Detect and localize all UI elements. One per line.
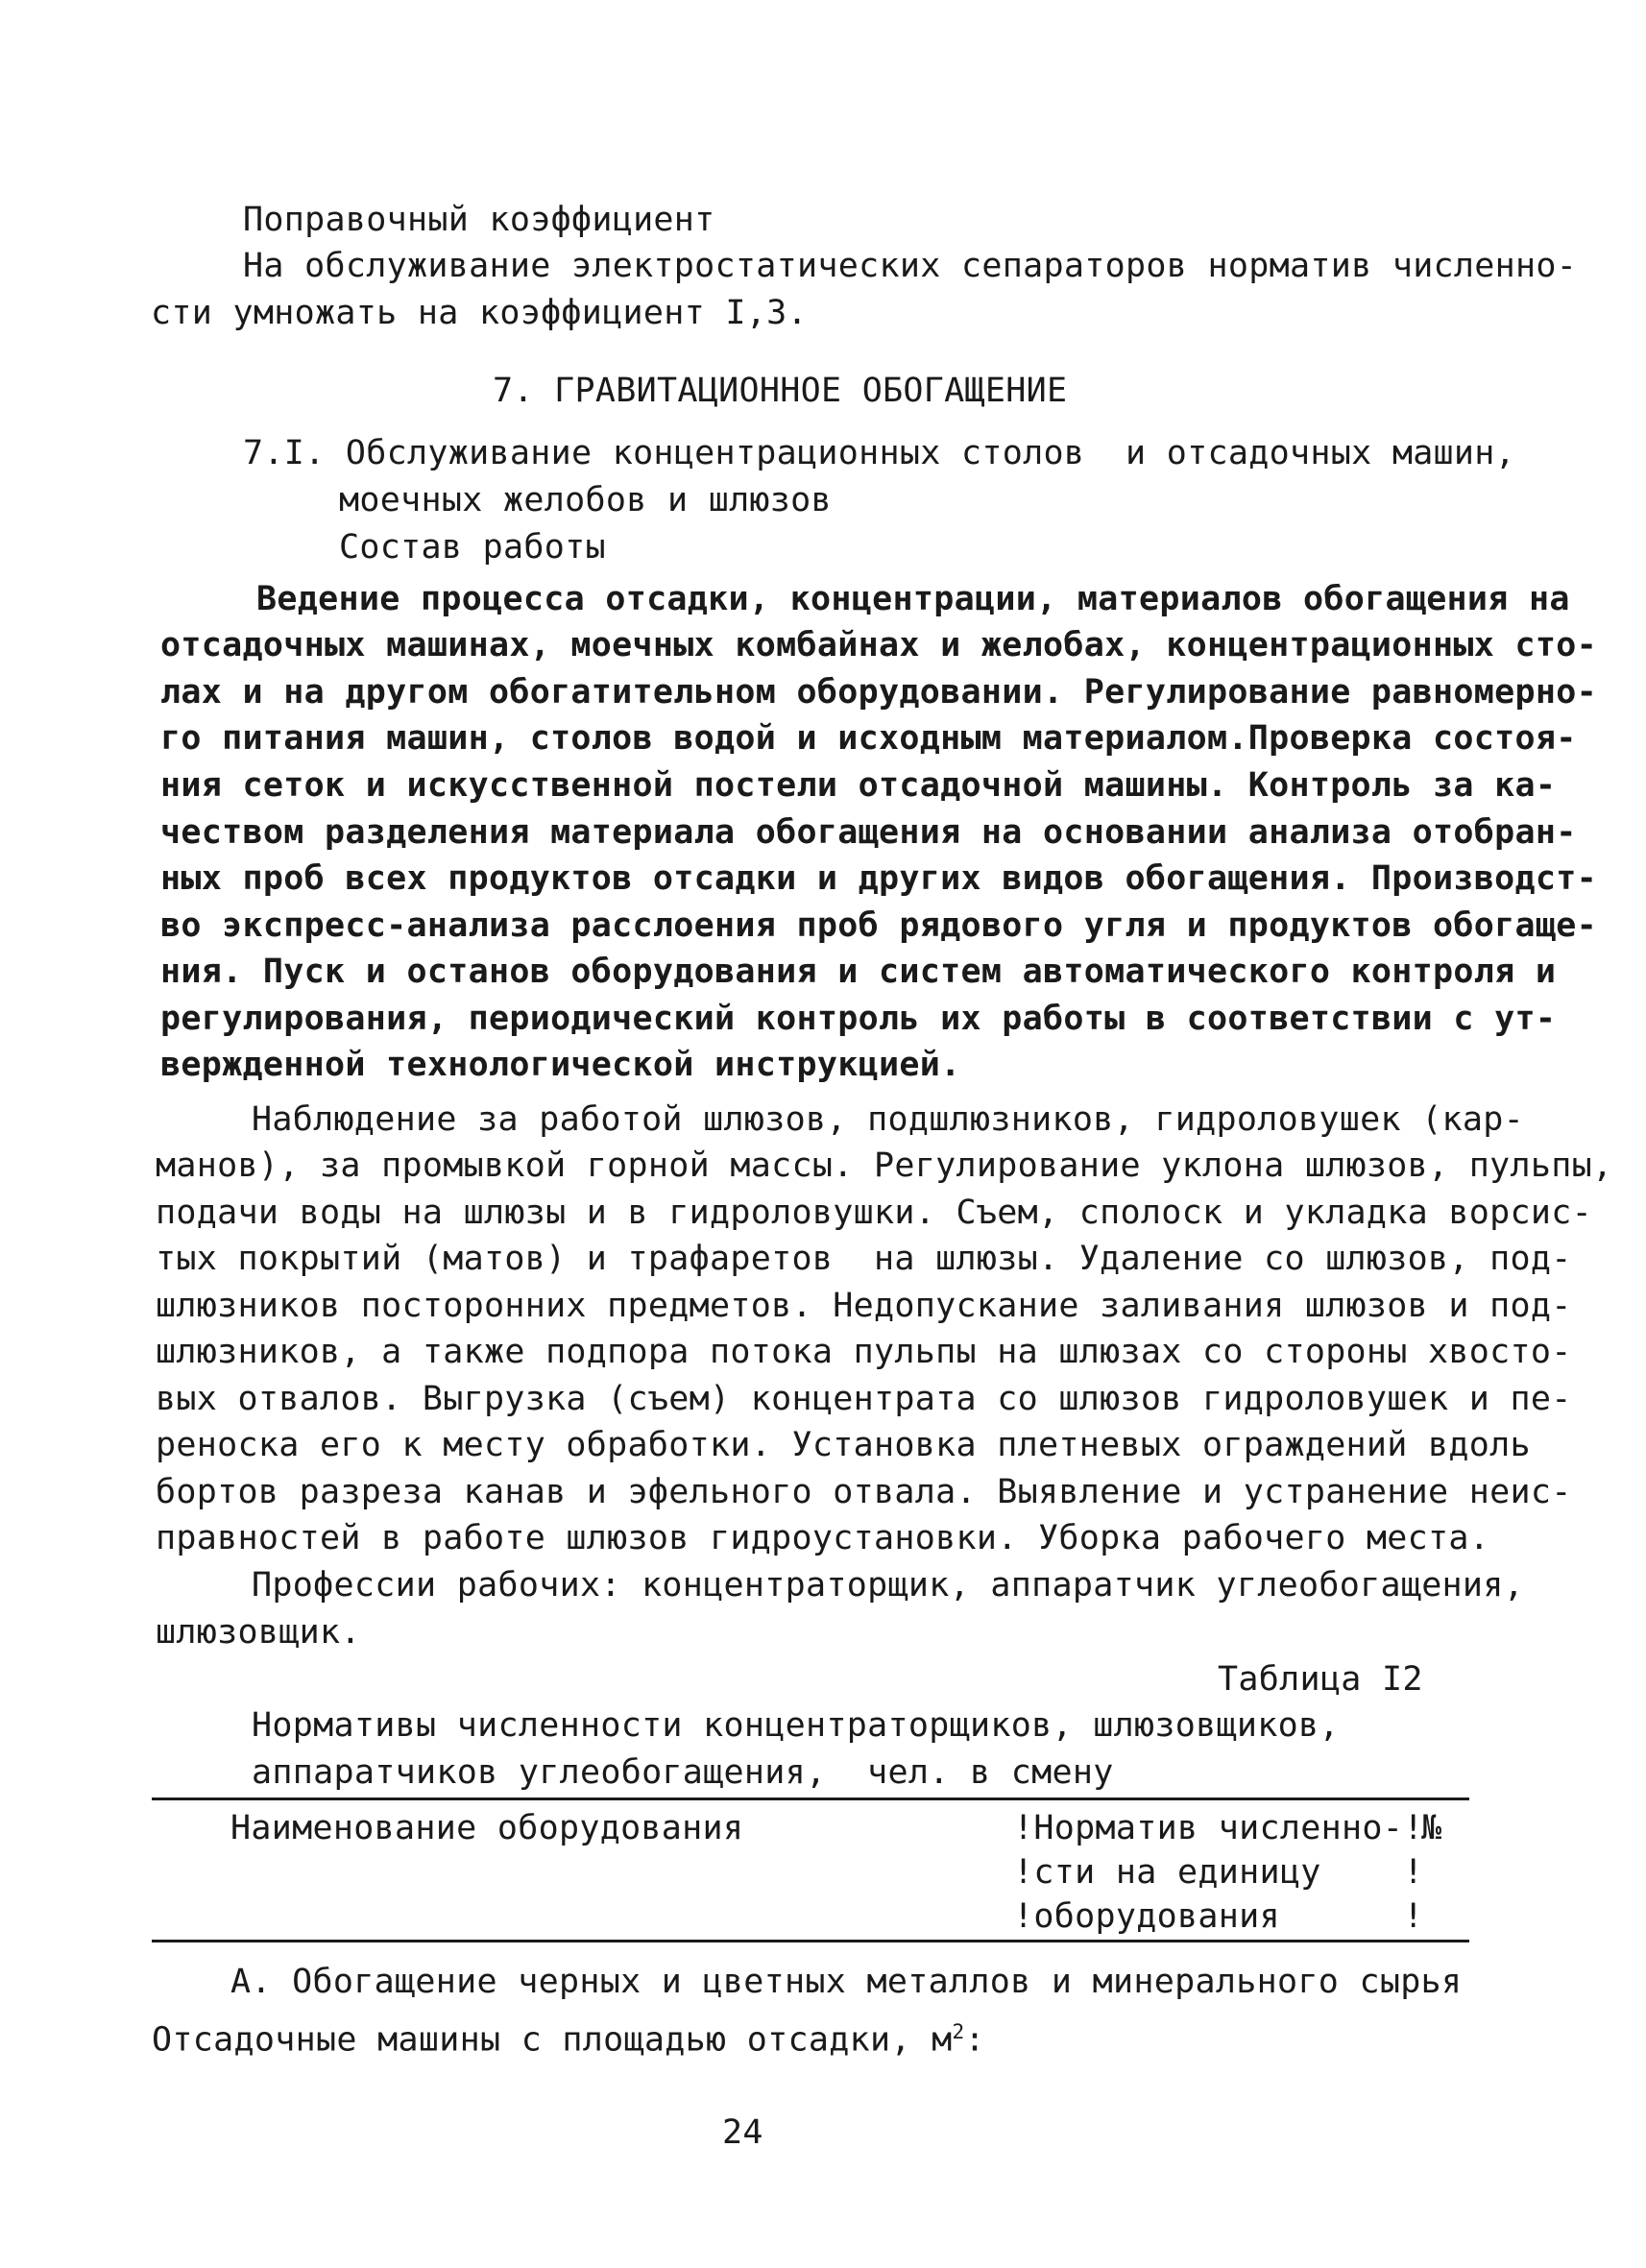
paragraph-2-line: Наблюдение за работой шлюзов, подшлюзников, гидроловушек (кар- (252, 1100, 1525, 1139)
paragraph-1-line: регулирования, периодический контроль их работы в соответствии с ут- (160, 1000, 1557, 1038)
paragraph-2-line: подачи воды на шлюзы и в гидроловушки. Съем, сполоск и укладка ворсис- (156, 1194, 1593, 1232)
professions-line: шлюзовщик. (156, 1613, 361, 1652)
paragraph-2-line: манов), за промывкой горной массы. Регулирование уклона шлюзов, пульпы, (156, 1146, 1613, 1185)
table-header-norm-line: !Норматив численно-! (1013, 1809, 1424, 1847)
correction-heading: Поправочный коэффициент (243, 201, 715, 239)
paragraph-2-line: правностей в работе шлюзов гидроустановки. Уборка рабочего места. (156, 1519, 1490, 1557)
paragraph-1-line: лах и на другом обогатительном оборудовании. Регулирование равномерно- (160, 673, 1598, 712)
work-composition-heading: Состав работы (339, 528, 606, 567)
subsection-heading-line: 7.I. Обслуживание концентрационных столов и отсадочных машин, (243, 434, 1516, 472)
paragraph-2-line: шлюзников, а также подпора потока пульпы на шлюзах со стороны хвосто- (156, 1333, 1572, 1371)
table-header-norm-line: !оборудования ! (1013, 1897, 1424, 1936)
table-row-jigging-machines (152, 2009, 985, 2063)
row-text: Отсадочные машины с площадью отсадки, м (152, 2020, 953, 2060)
section-title: 7. ГРАВИТАЦИОННОЕ ОБОГАЩЕНИЕ (493, 372, 1068, 410)
page-number: 24 (722, 2113, 763, 2152)
table-top-rule (152, 1798, 1469, 1800)
table-header-bottom-rule (152, 1940, 1469, 1942)
table-header-number: № (1421, 1809, 1442, 1847)
paragraph-1-line: го питания машин, столов водой и исходным материалом.Проверка состоя- (160, 719, 1577, 758)
table-section-a: А. Обогащение черных и цветных металлов и минерального сырья (230, 1963, 1463, 2001)
table-header-norm-line: !сти на единицу ! (1013, 1853, 1424, 1892)
paragraph-1-line: Ведение процесса отсадки, концентрации, материалов обогащения на (256, 580, 1570, 618)
paragraph-1-line: ния. Пуск и останов оборудования и систем автоматического контроля и (160, 953, 1557, 991)
paragraph-2-line: бортов разреза канав и эфельного отвала. Выявление и устранение неис- (156, 1473, 1572, 1511)
paragraph-1-line: ных проб всех продуктов отсадки и других видов обогащения. Производст- (160, 859, 1598, 898)
paragraph-2-line: вых отвалов. Выгрузка (съем) концентрата со шлюзов гидроловушек и пе- (156, 1380, 1572, 1418)
paragraph-2-line: тых покрытий (матов) и трафаретов на шлюзы. Удаление со шлюзов, под- (156, 1240, 1572, 1278)
subsection-heading-line: моечных желобов и шлюзов (339, 481, 832, 519)
correction-text-line: На обслуживание электростатических сепараторов норматив численно- (243, 247, 1578, 285)
professions-line: Профессии рабочих: концентраторщик, аппаратчик углеобогащения, (252, 1566, 1525, 1604)
row-suffix: : (964, 2020, 985, 2060)
table-title-line: Нормативы численности концентраторщиков, шлюзовщиков, (252, 1706, 1340, 1745)
correction-text-line: сти умножать на коэффициент I,3. (151, 294, 808, 332)
paragraph-2-line: реноска его к месту обработки. Установка плетневых ограждений вдоль (156, 1426, 1531, 1464)
paragraph-1-line: вержденной технологической инструкцией. (160, 1046, 961, 1084)
paragraph-1-line: во экспресс-анализа расслоения проб рядового угля и продуктов обогаще- (160, 906, 1598, 945)
table-header-equipment: Наименование оборудования (230, 1809, 744, 1847)
paragraph-1-line: отсадочных машинах, моечных комбайнах и желобах, концентрационных сто- (160, 626, 1598, 664)
paragraph-2-line: шлюзников посторонних предметов. Недопускание заливания шлюзов и под- (156, 1287, 1572, 1325)
row-superscript: 2 (952, 2020, 965, 2043)
table-title-line: аппаратчиков углеобогащения, чел. в смену (252, 1753, 1114, 1792)
paragraph-1-line: чеством разделения материала обогащения на основании анализа отобран- (160, 813, 1577, 852)
table-label: Таблица I2 (1218, 1660, 1423, 1699)
paragraph-1-line: ния сеток и искусственной постели отсадочной машины. Контроль за ка- (160, 766, 1557, 805)
